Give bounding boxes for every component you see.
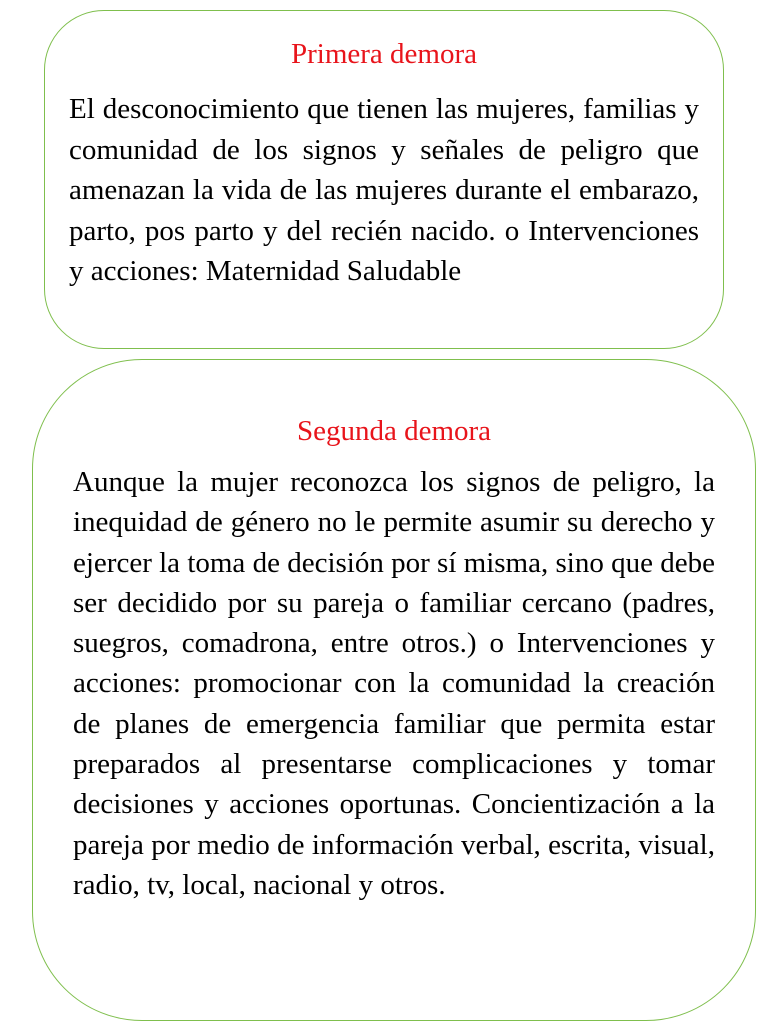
primera-demora-card	[44, 10, 724, 349]
primera-demora-title: Primera demora	[290, 38, 477, 70]
segunda-demora-title: Segunda demora	[296, 415, 492, 447]
primera-demora-text: El desconocimiento que tienen las mujeres, familias y comunidad de los signos y señales de peligro que amenazan la vida de las mujeres durante el embarazo, parto, pos parto y del recién nacido. o Intervenciones y acciones: Maternidad Saludable	[69, 93, 699, 287]
segunda-demora-card	[32, 359, 756, 1021]
segunda-demora-text: Aunque la mujer reconozca los signos de peligro, la inequidad de género no le permite asumir su derecho y ejercer la toma de decisión por sí misma, sino que debe ser decidido por su pareja o familiar cercano (padres, suegros, comadrona, entre otros.) o Intervenciones y acciones: promocionar con la comunidad la creación de planes de emergencia familiar que permita estar preparados al presentarse complicaciones y tomar decisiones y acciones oportunas. Concientización a la pareja por medio de información verbal, escrita, visual, radio, tv, local, nacional y otros.	[73, 466, 715, 901]
